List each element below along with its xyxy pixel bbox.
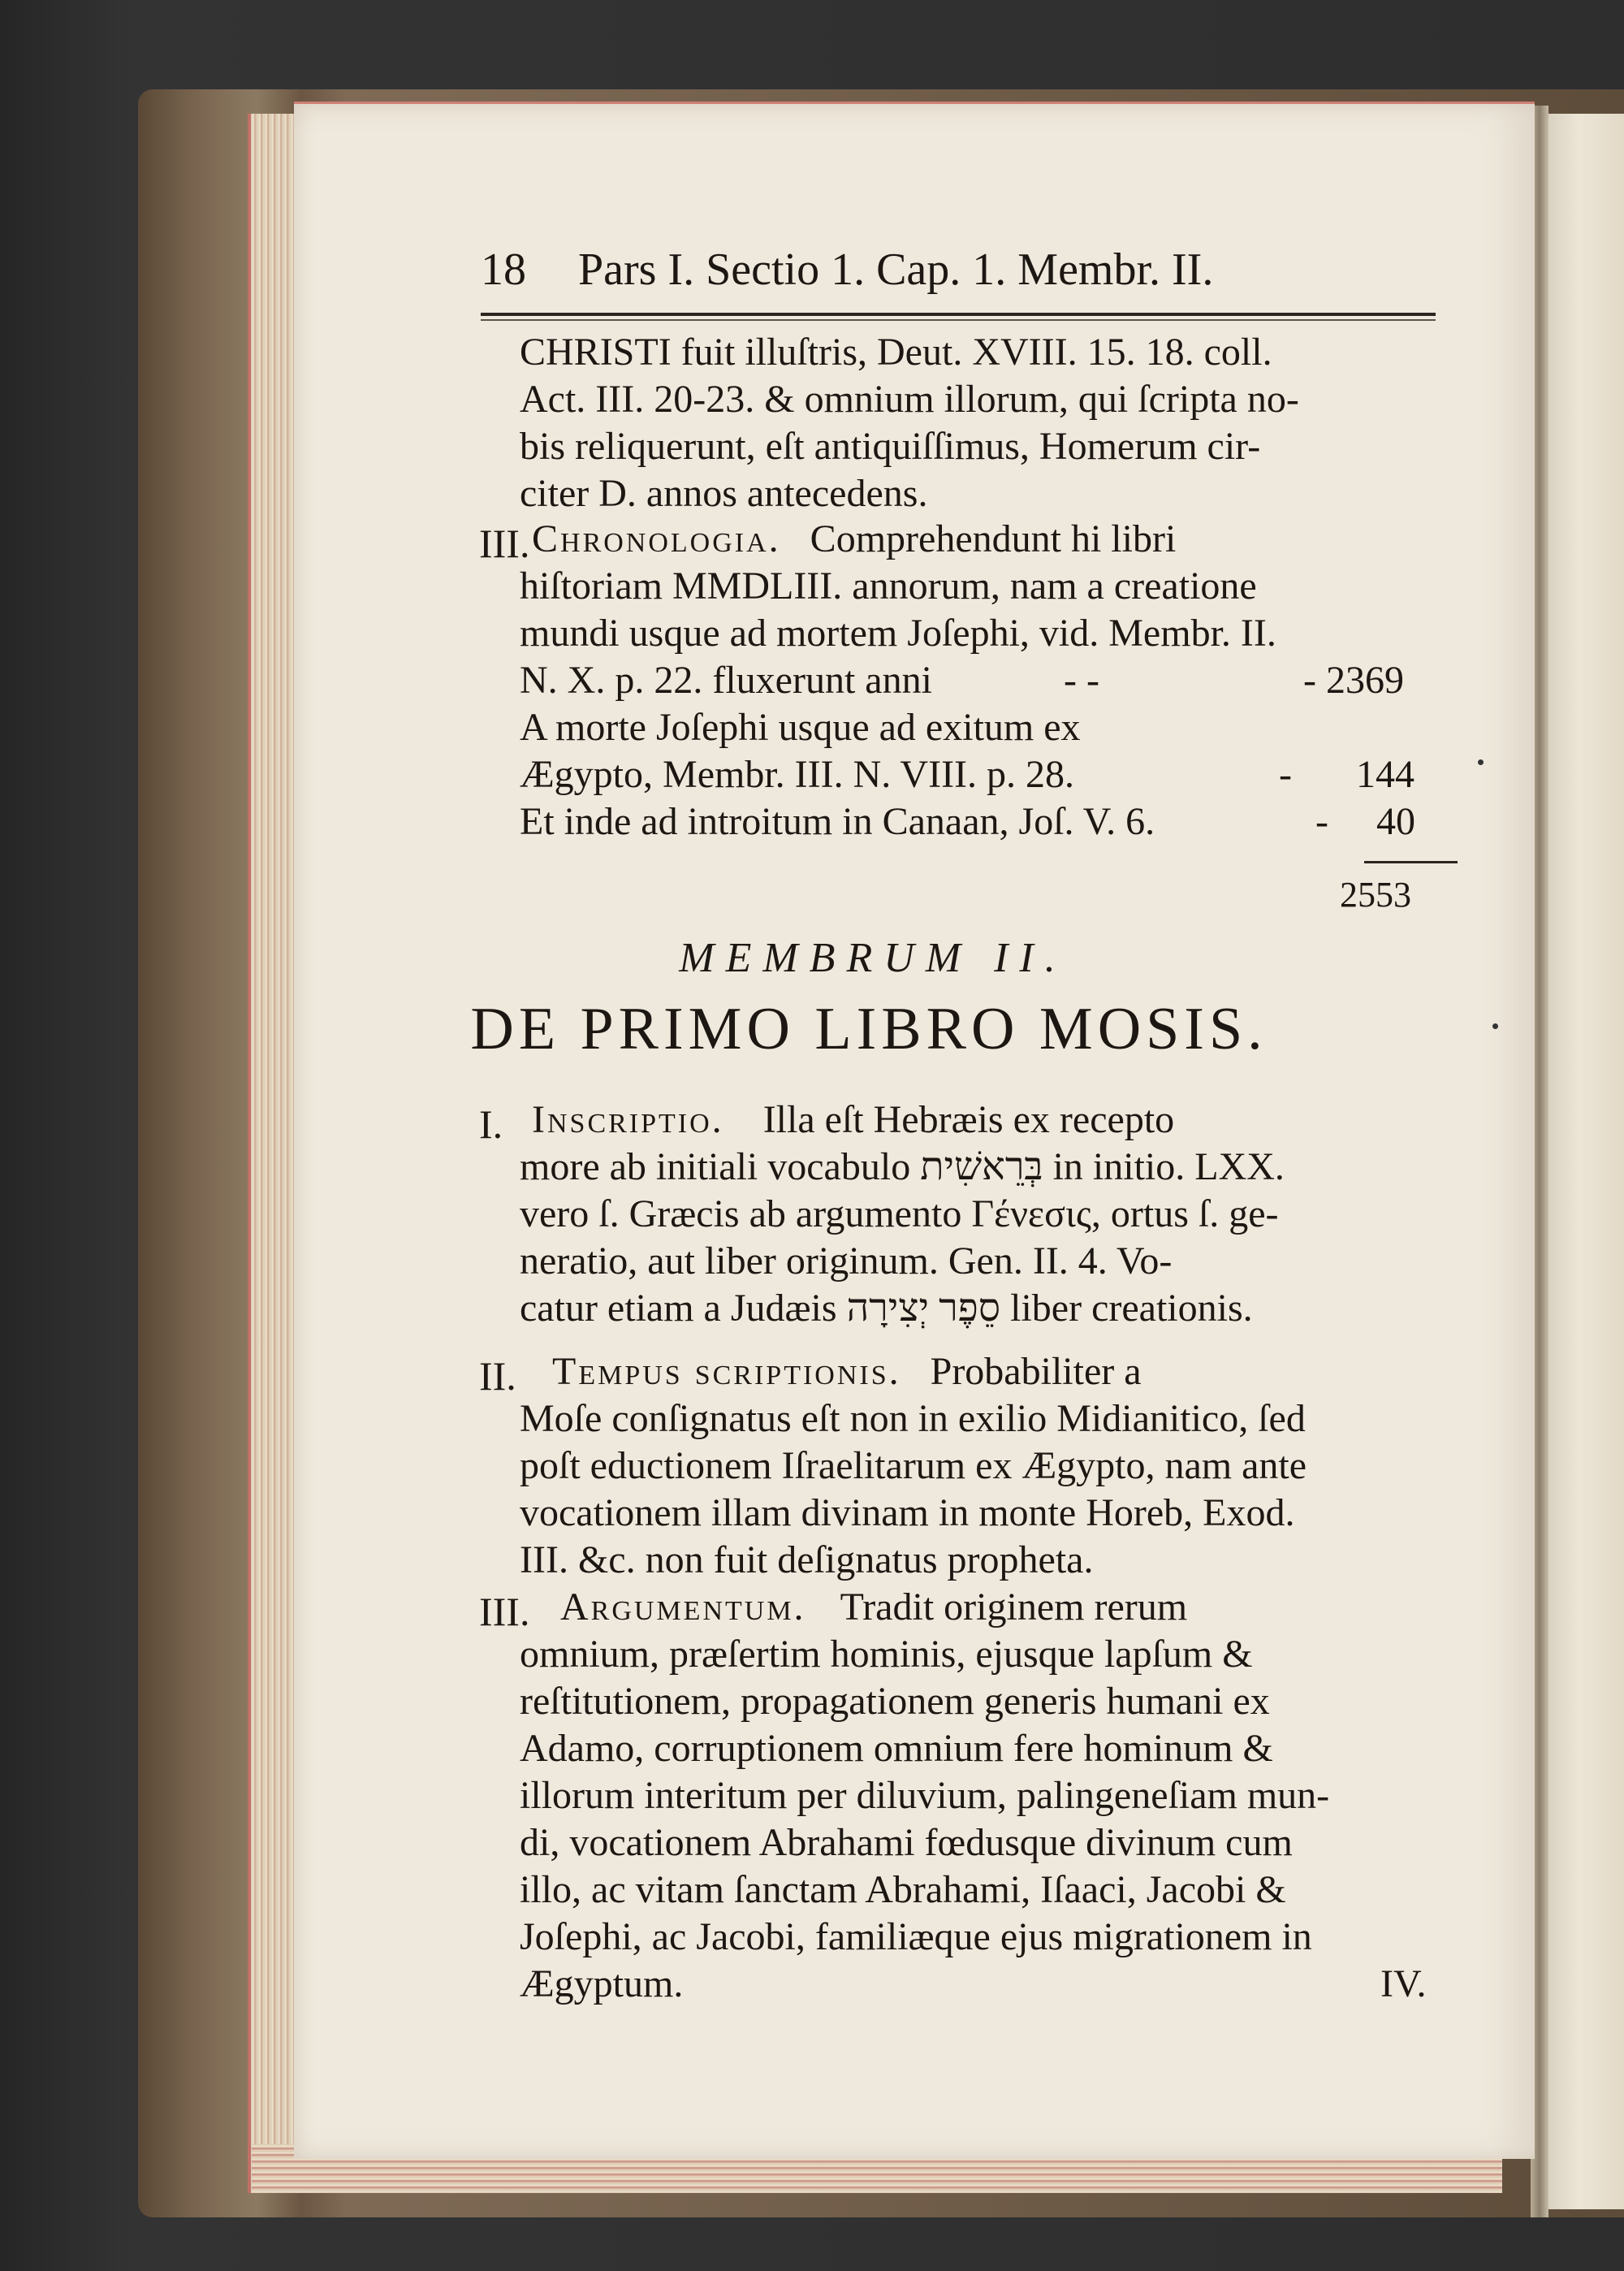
text-line: Comprehendunt hi libri [810, 517, 1177, 560]
text-line: bis reliquerunt, eſt antiquiſſimus, Homerum cir- [520, 425, 1261, 468]
ink-speck [1492, 1023, 1498, 1029]
chronology-row [520, 755, 1453, 794]
chronology-row [520, 661, 1453, 700]
text-line: illorum interitum per diluvium, palingeneſiam mun- [520, 1774, 1330, 1817]
text-line: CHRISTI fuit illuſtris, Deut. XVIII. 15. 18. coll. [520, 331, 1272, 374]
membrum-heading: MEMBRUM II. [679, 935, 1067, 981]
row-dash: - [1279, 753, 1292, 796]
section-title: Chronologia. [532, 517, 781, 560]
row-dash: - [1315, 800, 1328, 843]
row-value: 40 [1376, 800, 1415, 843]
text-line: mundi usque ad mortem Joſephi, vid. Membr. II. [520, 612, 1276, 655]
page-number: 18 [481, 244, 526, 295]
text-line: Moſe conſignatus eſt non in exilio Midianitico, ſed [520, 1397, 1306, 1440]
text-line: illo, ac vitam ſanctam Abrahami, Iſaaci, Jacobi & [520, 1868, 1286, 1911]
chronologia-first-line [532, 517, 1453, 560]
chapter-title: DE PRIMO LIBRO MOSIS. [470, 996, 1268, 1062]
text-line: hiſtoriam MMDLIII. annorum, nam a creatione [520, 565, 1257, 608]
sum-rule [1364, 861, 1458, 863]
text-line: Joſephi, ac Jacobi, familiæque ejus migrationem in [520, 1915, 1312, 1958]
header-rule-thin [481, 319, 1436, 321]
text-line: III. &c. non fuit deſignatus propheta. [520, 1538, 1094, 1581]
section-title: Tempus scriptionis. [552, 1350, 901, 1393]
section-title: Argumentum. [560, 1585, 806, 1629]
text-line: poſt eductionem Iſraelitarum ex Ægypto, nam ante [520, 1444, 1307, 1487]
argumentum-first-line [560, 1585, 1453, 1629]
ink-speck [1478, 759, 1484, 765]
section-title: Inscriptio. [532, 1098, 724, 1141]
tempus-first-line [552, 1352, 1453, 1391]
row-value: 144 [1356, 753, 1415, 796]
text-line: Adamo, corruptionem omnium fere hominum & [520, 1727, 1273, 1770]
text-line: reſtitutionem, propagationem generis humani ex [520, 1680, 1270, 1723]
text-line: vocationem illam divinam in monte Horeb, Exod. [520, 1491, 1295, 1534]
row-text: N. X. p. 22. fluxerunt anni [520, 659, 932, 702]
row-text: Et inde ad introitum in Canaan, Joſ. V. 6. [520, 800, 1155, 843]
row-text: Ægypto, Membr. III. N. VIII. p. 28. [520, 753, 1075, 796]
text-line: Tradit originem rerum [840, 1585, 1188, 1629]
section-numeral: III. [479, 1589, 530, 1634]
text-line: vero ſ. Græcis ab argumento Γένεσις, ortus ſ. ge- [520, 1192, 1279, 1235]
row-dash: - - [1064, 659, 1099, 702]
running-head [481, 244, 1431, 296]
facing-page [1547, 114, 1624, 2209]
chronology-total: 2553 [1340, 875, 1411, 915]
inscriptio-first-line [532, 1098, 1453, 1141]
header-rule [481, 313, 1436, 316]
chronology-row [520, 708, 1453, 747]
section-numeral: I. [479, 1101, 503, 1147]
text-line: more ab initiali vocabulo בְּרֵאשִׁית in initio. LXX. [520, 1145, 1285, 1188]
text-line: Illa eſt Hebræis ex recepto [762, 1098, 1175, 1141]
row-text: A morte Joſephi usque ad exitum ex [520, 706, 1081, 749]
chronology-row [520, 802, 1453, 841]
text-line: omnium, præſertim hominis, ejusque lapſum & [520, 1633, 1253, 1676]
running-head-text: Pars I. Sectio 1. Cap. 1. Membr. II. [578, 244, 1214, 295]
section-numeral: III. [479, 521, 530, 566]
catchword: IV. [1380, 1962, 1427, 2005]
section-numeral: II. [479, 1353, 516, 1399]
text-line: citer D. annos antecedens. [520, 472, 928, 515]
text-line: catur etiam a Judæis סֵפֶר יְצִירָה liber creationis. [520, 1287, 1253, 1330]
text-line: Ægyptum. [520, 1962, 684, 2005]
text-line: Act. III. 20-23. & omnium illorum, qui ſcripta no- [520, 378, 1299, 421]
text-line: di, vocationem Abrahami fœdusque divinum cum [520, 1821, 1293, 1864]
text-line: Probabiliter a [930, 1350, 1142, 1393]
row-value: - 2369 [1303, 659, 1404, 702]
text-line: neratio, aut liber originum. Gen. II. 4. Vo- [520, 1239, 1173, 1283]
